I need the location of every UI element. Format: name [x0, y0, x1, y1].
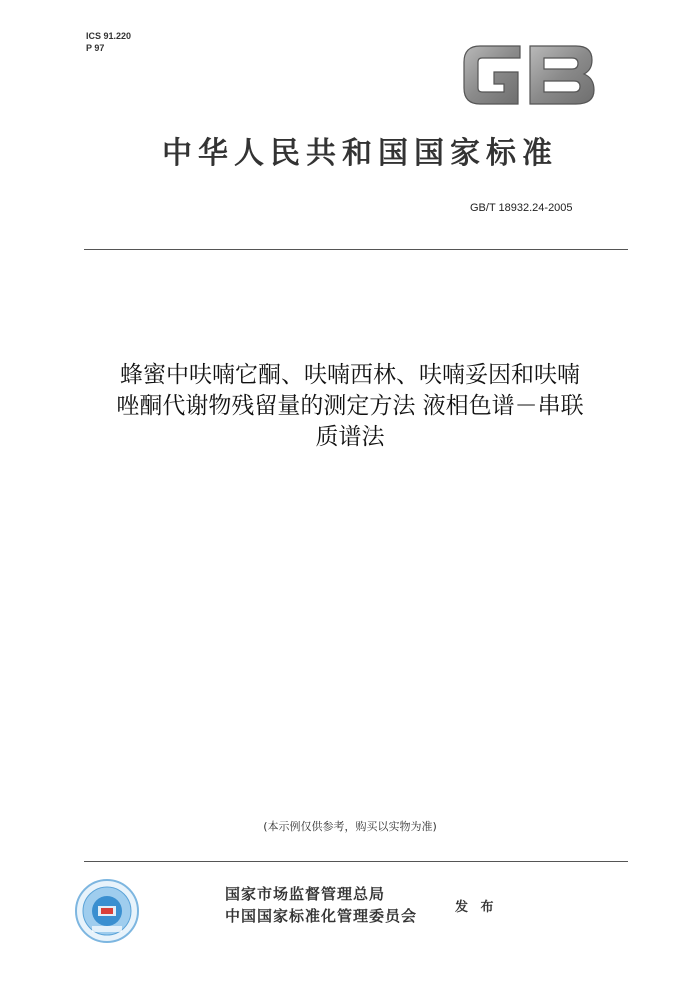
ccs-code: P 97: [86, 43, 105, 53]
title-line-1: 蜂蜜中呋喃它酮、呋喃西林、呋喃妥因和呋喃: [120, 362, 580, 388]
classification-codes: [86, 30, 131, 54]
ics-code: ICS 91.220: [86, 31, 132, 41]
issuing-authorities: [225, 883, 417, 927]
issuer-samr: 国家市场监督管理总局: [225, 885, 386, 903]
document-title: [40, 360, 660, 453]
certification-seal-icon: [74, 878, 140, 944]
publish-label: 发 布: [455, 900, 498, 915]
country-standard-title: 中华人民共和国国家标准: [162, 136, 558, 171]
issuer-sac: 中国国家标准化管理委员会: [225, 907, 418, 925]
bottom-divider: [84, 861, 628, 862]
title-line-2: 唑酮代谢物残留量的测定方法 液相色谱－串联: [116, 393, 584, 419]
sample-note: (本示例仅供参考，购买以实物为准): [263, 820, 437, 833]
top-divider: [84, 249, 628, 250]
gb-logo-icon: [458, 38, 600, 112]
standard-number: GB/T 18932.24-2005: [470, 202, 573, 214]
title-line-3: 质谱法: [315, 424, 385, 450]
